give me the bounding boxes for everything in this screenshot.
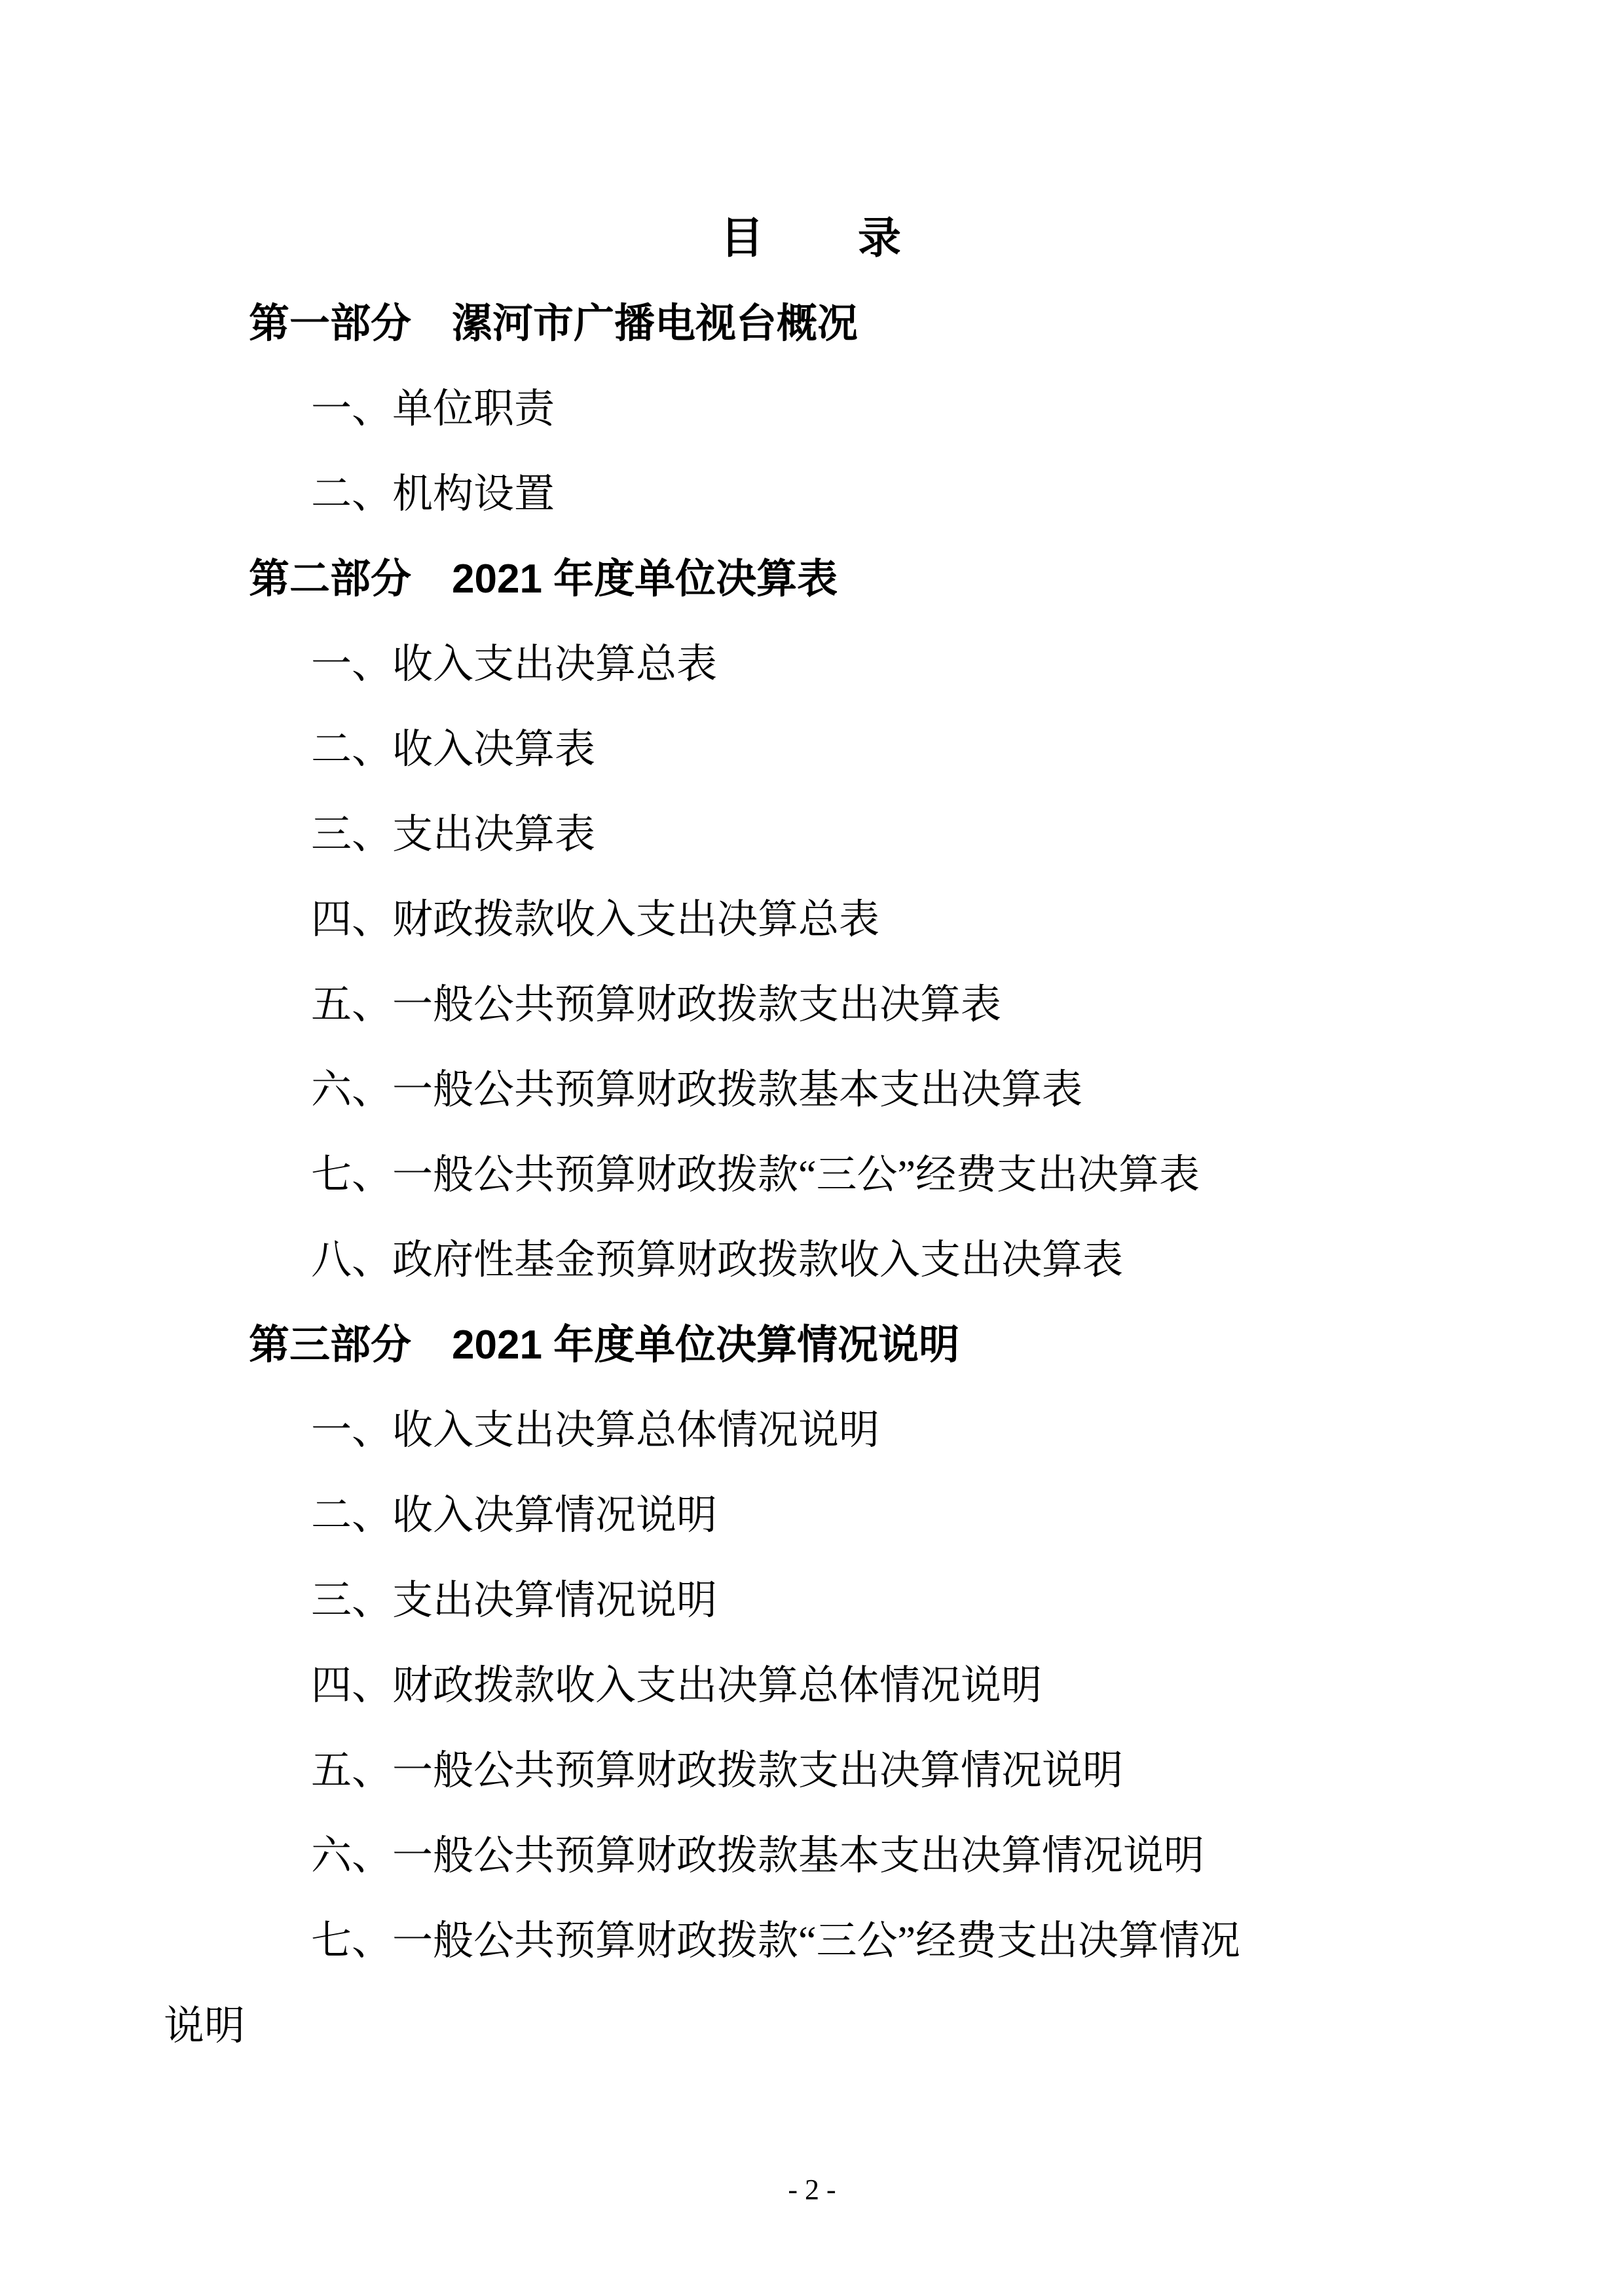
toc-section-2-item-8: 八、政府性基金预算财政拨款收入支出决算表	[311, 1238, 1124, 1283]
toc-section-3-item-3: 三、支出决算情况说明	[311, 1578, 718, 1623]
toc-section-2-item-4: 四、财政拨款收入支出决算总表	[311, 898, 880, 942]
toc-section-1-item-1: 一、单位职责	[311, 387, 555, 431]
toc-section-2-item-3: 三、支出决算表	[311, 812, 596, 857]
toc-section-3-item-6: 六、一般公共预算财政拨款基本支出决算情况说明	[311, 1834, 1205, 1878]
toc-section-3-item-4: 四、财政拨款收入支出决算总体情况说明	[311, 1664, 1043, 1708]
toc-section-3-item-7-continuation: 说明	[164, 2004, 246, 2049]
toc-section-3-heading: 第三部分 2021 年度单位决算情况说明	[249, 1322, 960, 1368]
toc-section-2-item-5: 五、一般公共预算财政拨款支出决算表	[311, 983, 1002, 1027]
toc-section-3-item-7: 七、一般公共预算财政拨款“三公”经费支出决算情况	[311, 1919, 1241, 1963]
toc-content	[0, 196, 1624, 2069]
toc-section-2-item-6: 六、一般公共预算财政拨款基本支出决算表	[311, 1068, 1083, 1112]
toc-section-3-item-5: 五、一般公共预算财政拨款支出决算情况说明	[311, 1749, 1124, 1793]
page-title: 目 录	[720, 215, 904, 263]
toc-section-2-item-2: 二、收入决算表	[311, 727, 596, 772]
toc-section-1-heading: 第一部分 漯河市广播电视台概况	[249, 301, 858, 346]
toc-section-3-item-1: 一、收入支出决算总体情况说明	[311, 1408, 880, 1453]
toc-section-2-item-1: 一、收入支出决算总表	[311, 642, 718, 687]
toc-section-2-heading: 第二部分 2021 年度单位决算表	[249, 556, 838, 602]
toc-section-2-item-7: 七、一般公共预算财政拨款“三公”经费支出决算表	[311, 1153, 1200, 1197]
toc-section-1-item-2: 二、机构设置	[311, 472, 555, 517]
page-number: - 2 -	[788, 2174, 836, 2206]
toc-section-3-item-2: 二、收入决算情况说明	[311, 1493, 718, 1538]
